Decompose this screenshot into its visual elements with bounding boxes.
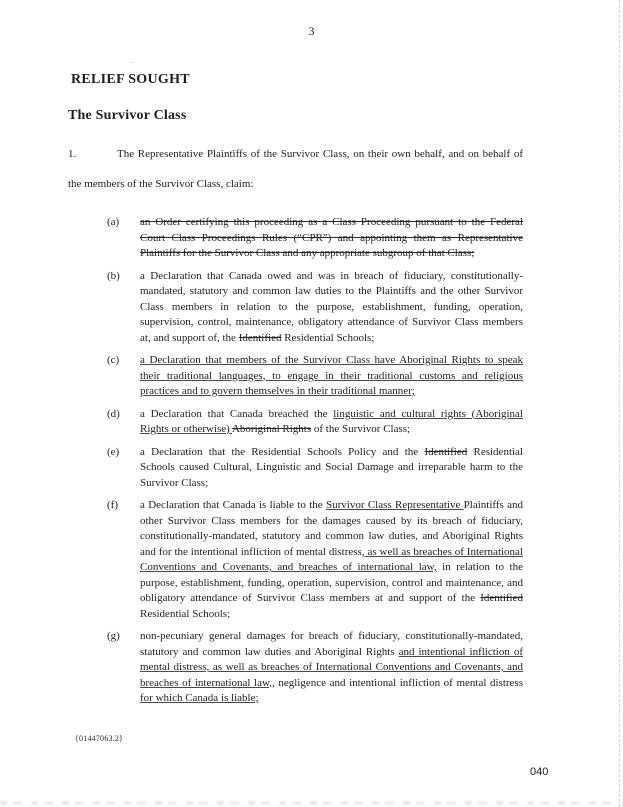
claim-text-segment: as well as breaches of International Conventions and Covenants, and breaches of international law,: [140, 545, 523, 573]
claim-text-segment: for which Canada is liable;: [140, 692, 259, 704]
claims-list: [68, 215, 523, 707]
claim-text-segment: Residential Schools;: [140, 607, 231, 620]
paragraph-1: [68, 139, 523, 199]
claim-label: (g): [107, 630, 120, 642]
heading-survivor-class: The Survivor Class: [68, 108, 187, 123]
claim-text-segment: a Declaration that Canada breached the: [140, 407, 334, 420]
claim-text-segment: of the Survivor Class;: [311, 423, 411, 435]
claim-label: (b): [107, 269, 120, 282]
claim-text-segment: Identified: [480, 592, 523, 604]
claim-text-segment: a Declaration that the Residential Schools Policy and the: [140, 445, 425, 458]
paragraph-1-number: 1.: [68, 148, 77, 160]
claim-text-segment: a Declaration that Canada owed and was in breach of fiduciary, constitutionally-mandated, statutory and common law duties to the Plaintiffs and the other Survivor Class members in relation to the purpose, establishment, funding, operation, supervision, control, maintenance, obligatory attendance of Survivor Class members at, and support of, the: [140, 269, 523, 344]
claim-label: (f): [107, 499, 118, 511]
footer-doc-number: {01447063.2}: [75, 734, 124, 743]
paragraph-1-text: The Representative Plaintiffs of the Survivor Class, on their own behalf, and on behalf of the members of the Survivor Class, claim:: [68, 148, 523, 190]
bates-number: 040: [530, 766, 549, 778]
claim-text-segment: linguistic and cultural rights (Aboriginal Rights or otherwise): [140, 407, 523, 435]
claim-text-segment: and intentional infliction of mental distress, as well as breaches of International Conventions and Covenants, and breaches of international law,,: [140, 645, 523, 689]
heading-relief-sought: RELIEF SOUGHT: [71, 72, 190, 87]
claim-text-segment: Residential Schools caused Cultural, Linguistic and Social Damage and irreparable harm to the Survivor Class;: [140, 445, 523, 489]
claim-text-segment: non-pecuniary general damages for breach of fiduciary, constitutionally-mandated, statutory and common law duties and Aboriginal Rights: [140, 630, 523, 658]
claim-text-segment: Residential Schools;: [281, 331, 375, 344]
claim-text-segment: a Declaration that members of the Survivor Class have Aboriginal Rights to speak their traditional languages, to engage in their traditional customs and religious practices and to govern themselves in their traditional manner;: [140, 354, 523, 397]
claim-item-c: [68, 353, 523, 400]
claim-item-g: [68, 629, 523, 707]
claim-label: (d): [107, 407, 120, 420]
claim-text-segment: Survivor Class Representative: [326, 499, 464, 511]
claim-body: [140, 445, 523, 492]
claim-text-segment: in relation to the purpose, establishment, funding, operation, supervision, control and maintenance, and obligatory attendance of Survivor Class members at and support of the: [140, 561, 523, 604]
claim-text-segment: Aboriginal Rights: [231, 423, 312, 435]
claim-item-a: [68, 215, 523, 262]
claim-label: (c): [107, 354, 120, 366]
claim-body: [140, 215, 523, 262]
claim-text-segment: an Order certifying this proceeding as a Class Proceeding pursuant to the Federal Court Class Proceedings Rules (“CPR”) and appointing them as Representative Plaintiffs for the Survivor Class and any appropriate subgroup of that Class;: [140, 216, 523, 259]
claim-body: [140, 269, 523, 347]
claim-body: [140, 498, 523, 622]
claim-text-segment: Identified: [238, 331, 282, 344]
scan-artifact-bottom-edge: [0, 801, 623, 805]
claim-item-f: [68, 498, 523, 622]
claim-text-segment: a Declaration that Canada is liable to the: [140, 499, 326, 511]
document-content: [68, 72, 523, 714]
claim-item-b: [68, 269, 523, 347]
page-number: 3: [308, 24, 315, 38]
claim-text-segment: negligence and intentional infliction of mental distress: [274, 676, 523, 689]
scan-artifact-right-edge: [619, 0, 620, 807]
claim-text-segment: Identified: [424, 445, 468, 458]
scan-artifact-speck: ..: [130, 56, 134, 65]
claim-label: (e): [107, 445, 120, 458]
claim-body: [140, 629, 523, 707]
claim-label: (a): [107, 216, 120, 228]
claim-body: [140, 353, 523, 400]
claim-item-e: [68, 445, 523, 492]
claim-body: [140, 407, 523, 438]
claim-text-segment: Plaintiffs and other Survivor Class members for the damages caused by its breach of fiduciary, constitutionally-mandated, statutory and common law duties, and Aboriginal Rights and for the intentional infliction of mental distress,: [140, 499, 524, 558]
claim-item-d: [68, 407, 523, 438]
